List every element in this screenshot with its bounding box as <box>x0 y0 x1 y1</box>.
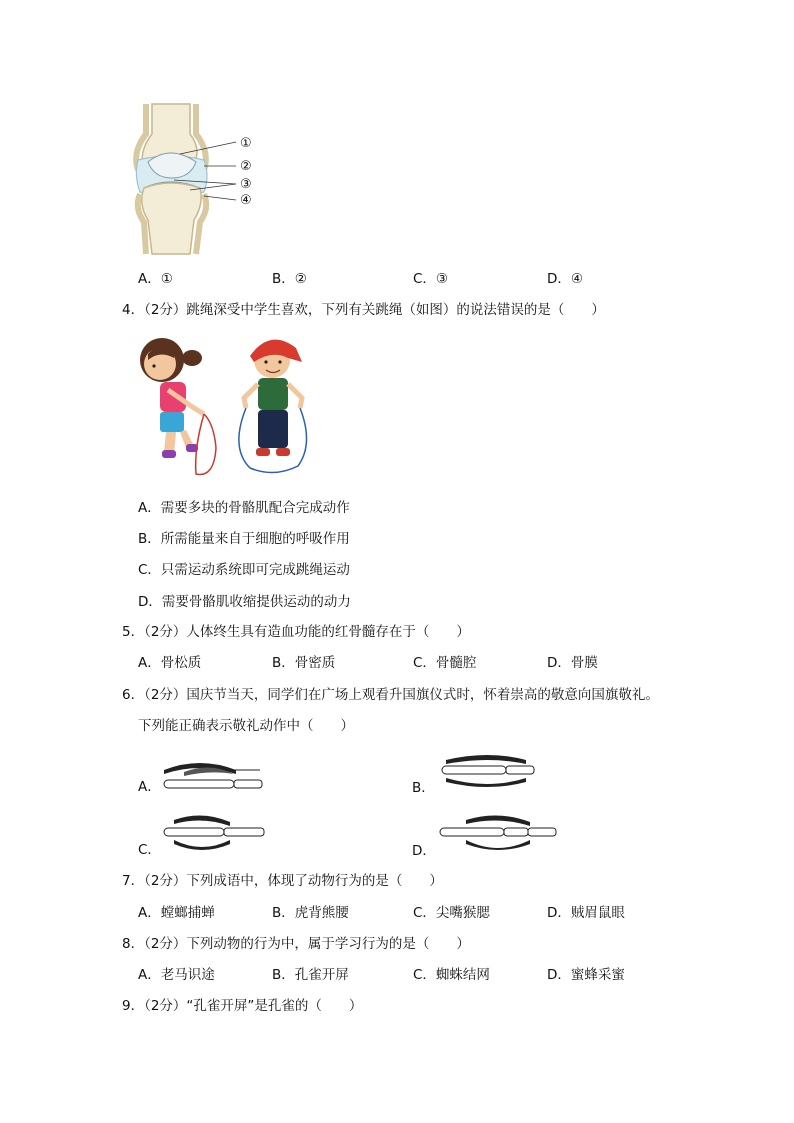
label-3: ③ <box>240 177 252 192</box>
jump-rope-illustration <box>134 328 324 478</box>
boy-figure <box>239 340 307 473</box>
q5-option-d[interactable]: D．骨膜 <box>547 655 598 671</box>
label-4: ④ <box>240 193 252 208</box>
q3-option-a[interactable]: A．① <box>138 271 173 287</box>
q8-option-b[interactable]: B．孔雀开屏 <box>272 967 349 983</box>
q8-stem: 8．（2分）下列动物的行为中，属于学习行为的是（ ） <box>122 936 470 952</box>
label-1: ① <box>240 136 252 151</box>
q3-option-b[interactable]: B．② <box>272 271 307 287</box>
q4-option-b[interactable]: B．所需能量来自于细胞的呼吸作用 <box>138 531 350 547</box>
q7-option-d[interactable]: D．贼眉鼠眼 <box>547 905 625 921</box>
q9-stem: 9．（2分）“孔雀开屏”是孔雀的（ ） <box>122 998 363 1014</box>
q6-stem-line1: 6．（2分）国庆节当天，同学们在广场上观看升国旗仪式时，怀着崇高的敬意向国旗敬礼。 <box>122 687 659 703</box>
muscle-diagram-d[interactable] <box>436 810 560 856</box>
joint-diagram <box>130 104 290 254</box>
q4-stem: 4．（2分）跳绳深受中学生喜欢，下列有关跳绳（如图）的说法错误的是（ ） <box>122 302 605 318</box>
q6-option-c[interactable]: C． <box>138 842 161 858</box>
q4-option-c[interactable]: C．只需运动系统即可完成跳绳运动 <box>138 562 350 578</box>
q8-option-a[interactable]: A．老马识途 <box>138 967 215 983</box>
q6-option-d[interactable]: D． <box>412 843 436 859</box>
q7-option-a[interactable]: A．螳螂捕蝉 <box>138 905 215 921</box>
q5-option-b[interactable]: B．骨密质 <box>272 655 336 671</box>
q5-option-c[interactable]: C．骨髓腔 <box>413 655 477 671</box>
q6-stem-line2: 下列能正确表示敬礼动作中（ ） <box>138 718 354 734</box>
q3-option-d[interactable]: D．④ <box>547 271 583 287</box>
girl-figure <box>140 338 216 474</box>
q8-option-d[interactable]: D．蜜蜂采蜜 <box>547 967 625 983</box>
muscle-diagram-a[interactable] <box>160 760 270 800</box>
muscle-diagram-c[interactable] <box>160 812 270 856</box>
q7-option-c[interactable]: C．尖嘴猴腮 <box>413 905 490 921</box>
muscle-diagram-b[interactable] <box>438 752 538 792</box>
q4-option-d[interactable]: D．需要骨骼肌收缩提供运动的动力 <box>138 594 351 610</box>
label-2: ② <box>240 159 252 174</box>
q7-option-b[interactable]: B．虎背熊腰 <box>272 905 349 921</box>
q3-option-c[interactable]: C．③ <box>413 271 449 287</box>
q8-option-c[interactable]: C．蜘蛛结网 <box>413 967 490 983</box>
q5-option-a[interactable]: A．骨松质 <box>138 655 202 671</box>
q6-option-b[interactable]: B． <box>412 780 435 796</box>
q4-option-a[interactable]: A．需要多块的骨骼肌配合完成动作 <box>138 500 350 516</box>
q6-option-a[interactable]: A． <box>138 779 161 795</box>
q7-stem: 7．（2分）下列成语中，体现了动物行为的是（ ） <box>122 873 443 889</box>
q5-stem: 5．（2分）人体终生具有造血功能的红骨髓存在于（ ） <box>122 624 470 640</box>
